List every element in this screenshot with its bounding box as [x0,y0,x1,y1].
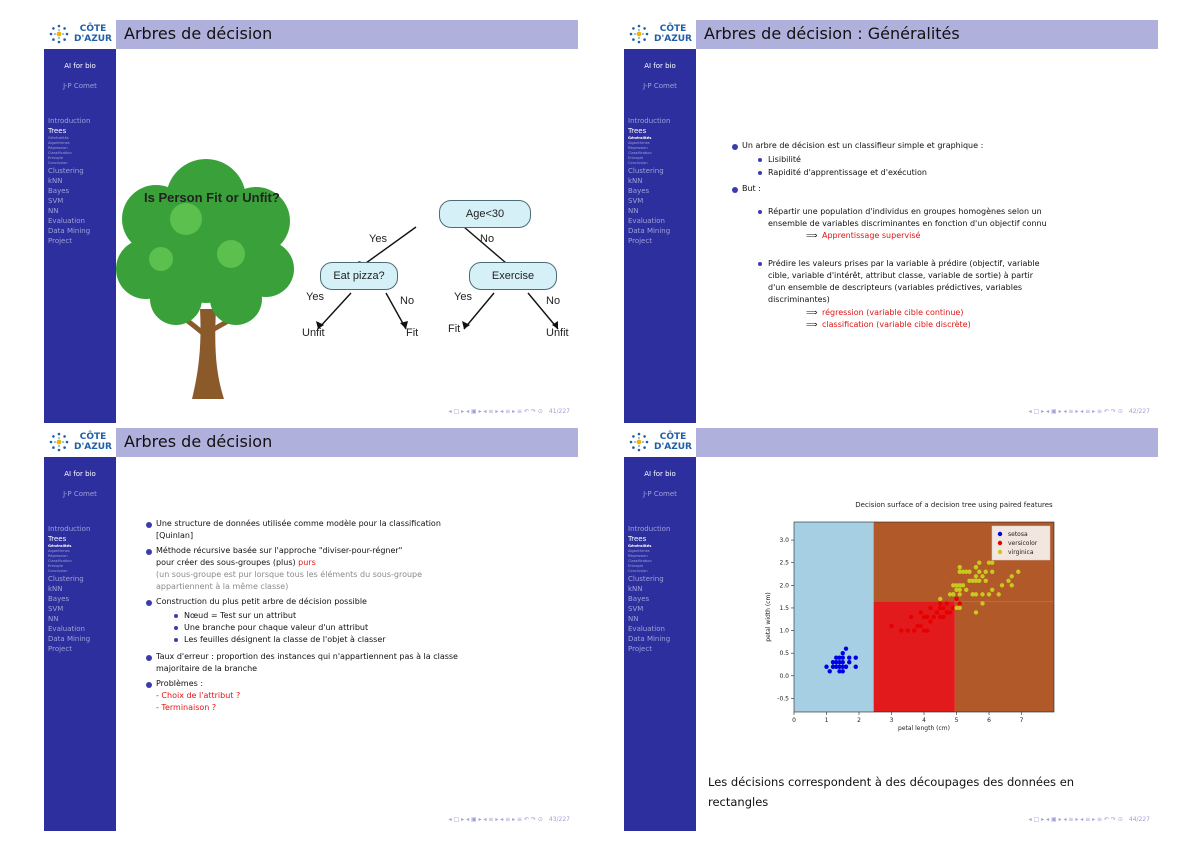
x-tick-label-3: 3 [889,717,894,724]
nav-sub-conclusion[interactable]: Conclusion [628,569,648,573]
bullet-icon [732,144,738,150]
nav-nn[interactable]: NN [48,615,59,623]
point-setosa-12 [847,660,851,664]
beamer-nav-icons[interactable]: ◂ □ ▸ ◂ ▣ ▸ ◂ ≡ ▸ ◂ ≡ ▸ ≡ ↶ ↷ ⊙ [448,816,543,823]
nav-introduction[interactable]: Introduction [628,117,671,125]
bullet-icon [146,522,152,528]
text-supervised: Apprentissage supervisé [822,231,921,240]
leaf-fit-2: Fit [448,323,461,335]
bullet-icon [174,626,178,630]
text-b2a-l2: ensemble de variables discriminantes en fonction d'un objectif connu [768,219,1047,228]
x-tick-label-4: 4 [922,717,926,724]
slide-content [116,457,578,817]
nav-clustering[interactable]: Clustering [48,167,84,175]
slide-43 [44,428,578,831]
nav-sub-classification[interactable]: Classification [48,151,72,155]
point-versicolor-25 [954,597,958,601]
point-setosa-8 [828,669,832,673]
point-setosa-22 [834,660,838,664]
nav-project[interactable]: Project [628,645,652,653]
course-title: AI for bio [644,62,676,70]
nav-clustering[interactable]: Clustering [628,167,664,175]
bullet-icon [146,600,152,606]
decision-surface-chart [744,487,1134,767]
y-tick-label-1: 0.0 [779,672,789,680]
nav-sub-conclusion[interactable]: Conclusion [48,569,68,573]
logo-dots-icon [48,23,70,45]
point-virginica-14 [958,565,962,569]
bullet-icon [758,210,762,214]
nav-data-mining[interactable]: Data Mining [628,227,671,235]
point-setosa-15 [854,665,858,669]
legend-swatch-versicolor [998,541,1002,545]
slide-title: Arbres de décision [124,432,273,451]
section-nav [628,116,694,246]
point-versicolor-14 [909,615,913,619]
point-virginica-5 [1006,579,1010,583]
edge-no-3: No [546,295,561,307]
bullet-icon [758,171,762,175]
point-virginica-42 [977,561,981,565]
point-virginica-37 [971,592,975,596]
arrow-3: ⟹ [806,320,818,329]
beamer-footer [449,816,570,823]
edge-yes-3: Yes [454,291,472,303]
nav-sub-entropie[interactable]: Entropie [48,564,64,568]
point-versicolor-8 [941,615,945,619]
x-tick-label-1: 1 [824,717,829,724]
region-setosa-0 [794,522,874,712]
text-b1-l2: [Quinlan] [156,531,194,540]
slide-content [116,49,578,409]
text-b2: But : [742,184,761,193]
point-versicolor-28 [958,601,962,605]
logo-dots-icon [628,431,650,453]
nav-sub-algorithmes[interactable]: Algorithmes [48,549,70,553]
point-versicolor-24 [948,610,952,614]
logo-line2: D'AZUR [74,34,112,44]
bullet-icon [174,638,178,642]
nav-knn[interactable]: kNN [48,585,63,593]
text-b1b: Rapidité d'apprentissage et d'exécution [768,168,927,177]
point-setosa-17 [854,656,858,660]
logo-line1: CÔTE [659,432,687,442]
text-b3a: Nœud = Test sur un attribut [184,611,297,620]
nav-bayes[interactable]: Bayes [628,187,650,195]
slide-content [696,457,1158,817]
point-versicolor-26 [915,624,919,628]
nav-sub-regression[interactable]: Régression [628,146,648,150]
point-setosa-16 [844,646,848,650]
point-versicolor-10 [906,628,910,632]
nav-introduction[interactable]: Introduction [628,525,671,533]
nav-data-mining[interactable]: Data Mining [628,635,671,643]
nav-sub-generalites[interactable]: Généralités [628,136,652,140]
course-title: AI for bio [64,470,96,478]
slide-42 [624,20,1158,423]
nav-trees[interactable]: Trees [628,127,647,135]
logo-line2: D'AZUR [654,442,692,452]
section-nav [48,524,114,654]
point-virginica-28 [974,579,978,583]
caption-l1: Les décisions correspondent à des découpages des données en [708,775,1075,789]
nav-sub-generalites[interactable]: Généralités [48,544,72,548]
university-logo [44,20,116,49]
region-virginica-3 [955,601,1054,712]
beamer-footer [1029,408,1150,415]
point-virginica-17 [1010,574,1014,578]
logo-dots-icon [628,23,650,45]
text-b5: Problèmes : [156,679,204,688]
point-virginica-11 [964,588,968,592]
legend-swatch-virginica [998,550,1002,554]
y-axis-label: petal width (cm) [765,592,772,642]
slide-title: Arbres de décision [124,24,273,43]
title-bar [116,20,578,49]
university-logo [624,20,696,49]
point-virginica-38 [967,579,971,583]
point-virginica-25 [987,592,991,596]
text-b2-l1: Méthode récursive basée sur l'approche "diviser-pour-régner" [156,546,403,555]
beamer-nav-icons[interactable]: ◂ □ ▸ ◂ ▣ ▸ ◂ ≡ ▸ ◂ ≡ ▸ ≡ ↶ ↷ ⊙ [448,408,543,415]
sidebar [44,428,116,831]
edge-yes-1: Yes [369,233,387,245]
page-number: 44/227 [1128,816,1150,823]
point-setosa-11 [834,656,838,660]
nav-sub-classification[interactable]: Classification [628,151,652,155]
text-b2-l2 [156,558,316,568]
bullet-icon [146,655,152,661]
title-bar [116,428,578,457]
point-versicolor-7 [899,628,903,632]
point-versicolor-27 [912,628,916,632]
x-axis-label: petal length (cm) [898,725,950,732]
point-virginica-21 [951,583,955,587]
text-b2-l2a: pour créer des sous-groupes (plus) [156,558,296,567]
point-virginica-31 [1000,583,1004,587]
nav-sub-conclusion[interactable]: Conclusion [628,161,648,165]
edge-no-1: No [480,233,495,245]
nav-sub-generalites[interactable]: Généralités [628,544,652,548]
logo-line2: D'AZUR [654,34,692,44]
text-regression: régression (variable cible continue) [822,308,964,317]
nav-clustering[interactable]: Clustering [628,575,664,583]
bullet-icon [146,549,152,555]
node-left: Eat pizza? [320,262,398,290]
text-b3c: Les feuilles désignent la classe de l'objet à classer [184,635,386,644]
point-versicolor-9 [919,610,923,614]
text-b2b-l2: cible, variable d'intérêt, attribut classe, variable de sortie) à partir [768,271,1034,280]
course-author: J-P Comet [63,490,97,498]
section-nav [628,524,694,654]
tree-question: Is Person Fit or Unfit? [144,190,280,205]
point-virginica-8 [980,592,984,596]
nav-svm[interactable]: SVM [628,197,644,205]
point-versicolor-16 [925,628,929,632]
text-b5b: - Terminaison ? [156,703,217,712]
x-tick-label-0: 0 [792,717,796,724]
point-versicolor-31 [889,624,893,628]
text-b2a-l1: Répartir une population d'individus en groupes homogènes selon un [768,207,1042,216]
nav-sub-conclusion[interactable]: Conclusion [48,161,68,165]
point-setosa-14 [824,665,828,669]
edge-no-2: No [400,295,415,307]
legend-label-virginica: virginica [1008,549,1034,556]
beamer-nav-icons[interactable]: ◂ □ ▸ ◂ ▣ ▸ ◂ ≡ ▸ ◂ ≡ ▸ ≡ ↶ ↷ ⊙ [1028,408,1123,415]
text-b3b: Une branche pour chaque valeur d'un attribut [184,623,369,632]
point-virginica-39 [974,565,978,569]
slide-41 [44,20,578,423]
text-b1a: Lisibilité [768,155,801,164]
point-virginica-43 [961,570,965,574]
nav-evaluation[interactable]: Evaluation [48,625,85,633]
text-b2-l3: (un sous-groupe est pur lorsque tous les éléments du sous-groupe [156,570,423,579]
beamer-footer [1029,816,1150,823]
nav-nn[interactable]: NN [628,207,639,215]
point-versicolor-22 [932,615,936,619]
text-b2b-l4: discriminantes) [768,295,830,304]
point-virginica-32 [974,574,978,578]
y-tick-label-3: 1.0 [779,627,789,635]
nav-sub-entropie[interactable]: Entropie [628,564,644,568]
arrow-1: ⟹ [806,231,818,240]
point-versicolor-23 [935,610,939,614]
nav-svm[interactable]: SVM [48,197,64,205]
point-virginica-9 [990,561,994,565]
nav-knn[interactable]: kNN [628,585,643,593]
nav-sub-regression[interactable]: Régression [628,554,648,558]
page-number: 42/227 [1128,408,1150,415]
bullet-icon [146,682,152,688]
nav-introduction[interactable]: Introduction [48,525,91,533]
point-versicolor-32 [925,615,929,619]
nav-trees[interactable]: Trees [48,535,67,543]
y-tick-label-4: 1.5 [779,604,789,612]
nav-sub-classification[interactable]: Classification [48,559,72,563]
text-purs: purs [298,558,316,567]
nav-bayes[interactable]: Bayes [48,595,70,603]
nav-sub-regression[interactable]: Régression [48,554,68,558]
point-virginica-6 [938,597,942,601]
node-root: Age<30 [439,200,531,228]
course-author: J-P Comet [63,82,97,90]
x-tick-label-6: 6 [987,717,991,724]
point-virginica-30 [990,588,994,592]
point-setosa-9 [831,665,835,669]
university-logo [624,428,696,457]
leaf-fit-1: Fit [406,327,419,339]
section-nav [48,116,114,246]
point-virginica-29 [980,601,984,605]
nav-bayes[interactable]: Bayes [628,595,650,603]
chart-legend [992,526,1050,560]
course-title: AI for bio [64,62,96,70]
nav-nn[interactable]: NN [628,615,639,623]
point-virginica-45 [961,583,965,587]
point-setosa-19 [837,669,841,673]
point-setosa-18 [844,665,848,669]
nav-trees[interactable]: Trees [628,535,647,543]
text-classification: classification (variable cible discrète) [822,320,971,329]
nav-sub-generalites[interactable]: Généralités [48,136,69,140]
university-logo [44,428,116,457]
bullet-icon [174,614,178,618]
nav-clustering[interactable]: Clustering [48,575,84,583]
y-tick-label-0: -0.5 [777,695,789,703]
nav-sub-entropie[interactable]: Entropie [48,156,64,160]
nav-evaluation[interactable]: Evaluation [628,217,665,225]
bullet-icon [758,158,762,162]
point-virginica-7 [997,592,1001,596]
point-virginica-46 [967,570,971,574]
logo-line2: D'AZUR [74,442,112,452]
beamer-nav-icons[interactable]: ◂ □ ▸ ◂ ▣ ▸ ◂ ≡ ▸ ◂ ≡ ▸ ≡ ↶ ↷ ⊙ [1028,816,1123,823]
chart-title: Decision surface of a decision tree using paired features [855,501,1053,509]
logo-dots-icon [48,431,70,453]
text-b4-l1: Taux d'erreur : proportion des instances qui n'appartiennent pas à la classe [156,652,458,661]
title-bar [696,20,1158,49]
nav-svm[interactable]: SVM [628,605,644,613]
y-tick-label-7: 3.0 [779,537,789,545]
text-b1: Un arbre de décision est un classifieur simple et graphique : [742,141,984,150]
slide-44 [624,428,1158,831]
nav-bayes[interactable]: Bayes [48,187,70,195]
text-b4-l2: majoritaire de la branche [156,664,258,673]
sidebar [624,20,696,423]
slide-content [696,49,1158,409]
y-tick-label-5: 2.0 [779,582,789,590]
course-author: J-P Comet [643,82,677,90]
nav-data-mining[interactable]: Data Mining [48,635,91,643]
point-virginica-44 [954,588,958,592]
x-tick-label-5: 5 [954,717,959,724]
bullet-icon [758,262,762,266]
point-virginica-18 [1016,570,1020,574]
text-b2b-l3: d'un ensemble de descripteurs (variables prédictives, variables [768,283,1023,292]
x-tick-label-7: 7 [1019,717,1024,724]
point-versicolor-17 [938,606,942,610]
sidebar [44,20,116,423]
nav-sub-algorithmes[interactable]: Algorithmes [628,141,650,145]
legend-label-setosa: setosa [1008,531,1028,538]
slide-title: Arbres de décision : Généralités [704,24,960,43]
node-right: Exercise [469,262,557,290]
page-number: 41/227 [548,408,570,415]
point-setosa-21 [841,651,845,655]
text-b3: Construction du plus petit arbre de décision possible [156,597,367,606]
arrow-2: ⟹ [806,308,818,317]
point-versicolor-30 [928,619,932,623]
nav-evaluation[interactable]: Evaluation [48,217,85,225]
nav-svm[interactable]: SVM [48,605,64,613]
text-b1-l1: Une structure de données utilisée comme modèle pour la classification [156,519,441,528]
nav-project[interactable]: Project [48,237,72,245]
nav-data-mining[interactable]: Data Mining [48,227,91,235]
bullet-icon [732,187,738,193]
point-virginica-22 [1010,583,1014,587]
nav-trees[interactable]: Trees [48,127,67,135]
title-bar [696,428,1158,457]
point-setosa-4 [847,656,851,660]
beamer-footer [449,408,570,415]
nav-sub-regression[interactable]: Régression [48,146,68,150]
edge-yes-2: Yes [306,291,324,303]
course-author: J-P Comet [643,490,677,498]
caption-l2: rectangles [708,795,769,809]
nav-sub-classification[interactable]: Classification [628,559,652,563]
point-setosa-13 [841,660,845,664]
leaf-unfit-2: Unfit [546,327,569,339]
logo-line1: CÔTE [79,432,107,442]
nav-nn[interactable]: NN [48,207,59,215]
x-tick-label-2: 2 [857,717,861,724]
page-number: 43/227 [548,816,570,823]
nav-project[interactable]: Project [48,645,72,653]
point-virginica-20 [977,570,981,574]
point-virginica-27 [951,592,955,596]
logo-line1: CÔTE [79,24,107,34]
nav-evaluation[interactable]: Evaluation [628,625,665,633]
nav-sub-entropie[interactable]: Entropie [628,156,644,160]
logo-line1: CÔTE [659,24,687,34]
nav-project[interactable]: Project [628,237,652,245]
sidebar [624,428,696,831]
text-b2-l4: appartiennent à la même classe) [156,582,289,591]
course-title: AI for bio [644,470,676,478]
point-virginica-35 [990,570,994,574]
nav-introduction[interactable]: Introduction [48,117,91,125]
point-virginica-34 [974,610,978,614]
leaf-unfit-1: Unfit [302,327,325,339]
point-virginica-2 [984,579,988,583]
point-virginica-41 [984,570,988,574]
nav-knn[interactable]: kNN [48,177,63,185]
point-virginica-33 [958,606,962,610]
point-versicolor-11 [928,606,932,610]
text-b5a: - Choix de l'attribut ? [156,691,241,700]
point-versicolor-6 [945,601,949,605]
legend-label-versicolor: versicolor [1008,540,1038,547]
point-setosa-10 [841,656,845,660]
text-b2b-l1: Prédire les valeurs prises par la variable à prédire (objectif, variable [768,259,1040,268]
point-versicolor-29 [938,601,942,605]
legend-swatch-setosa [998,532,1002,536]
y-tick-label-2: 0.5 [779,650,789,658]
point-virginica-4 [980,574,984,578]
y-tick-label-6: 2.5 [779,559,789,567]
nav-knn[interactable]: kNN [628,177,643,185]
nav-sub-algorithmes[interactable]: Algorithmes [628,549,650,553]
nav-sub-algorithmes[interactable]: Algorithmes [48,141,70,145]
point-virginica-47 [958,592,962,596]
